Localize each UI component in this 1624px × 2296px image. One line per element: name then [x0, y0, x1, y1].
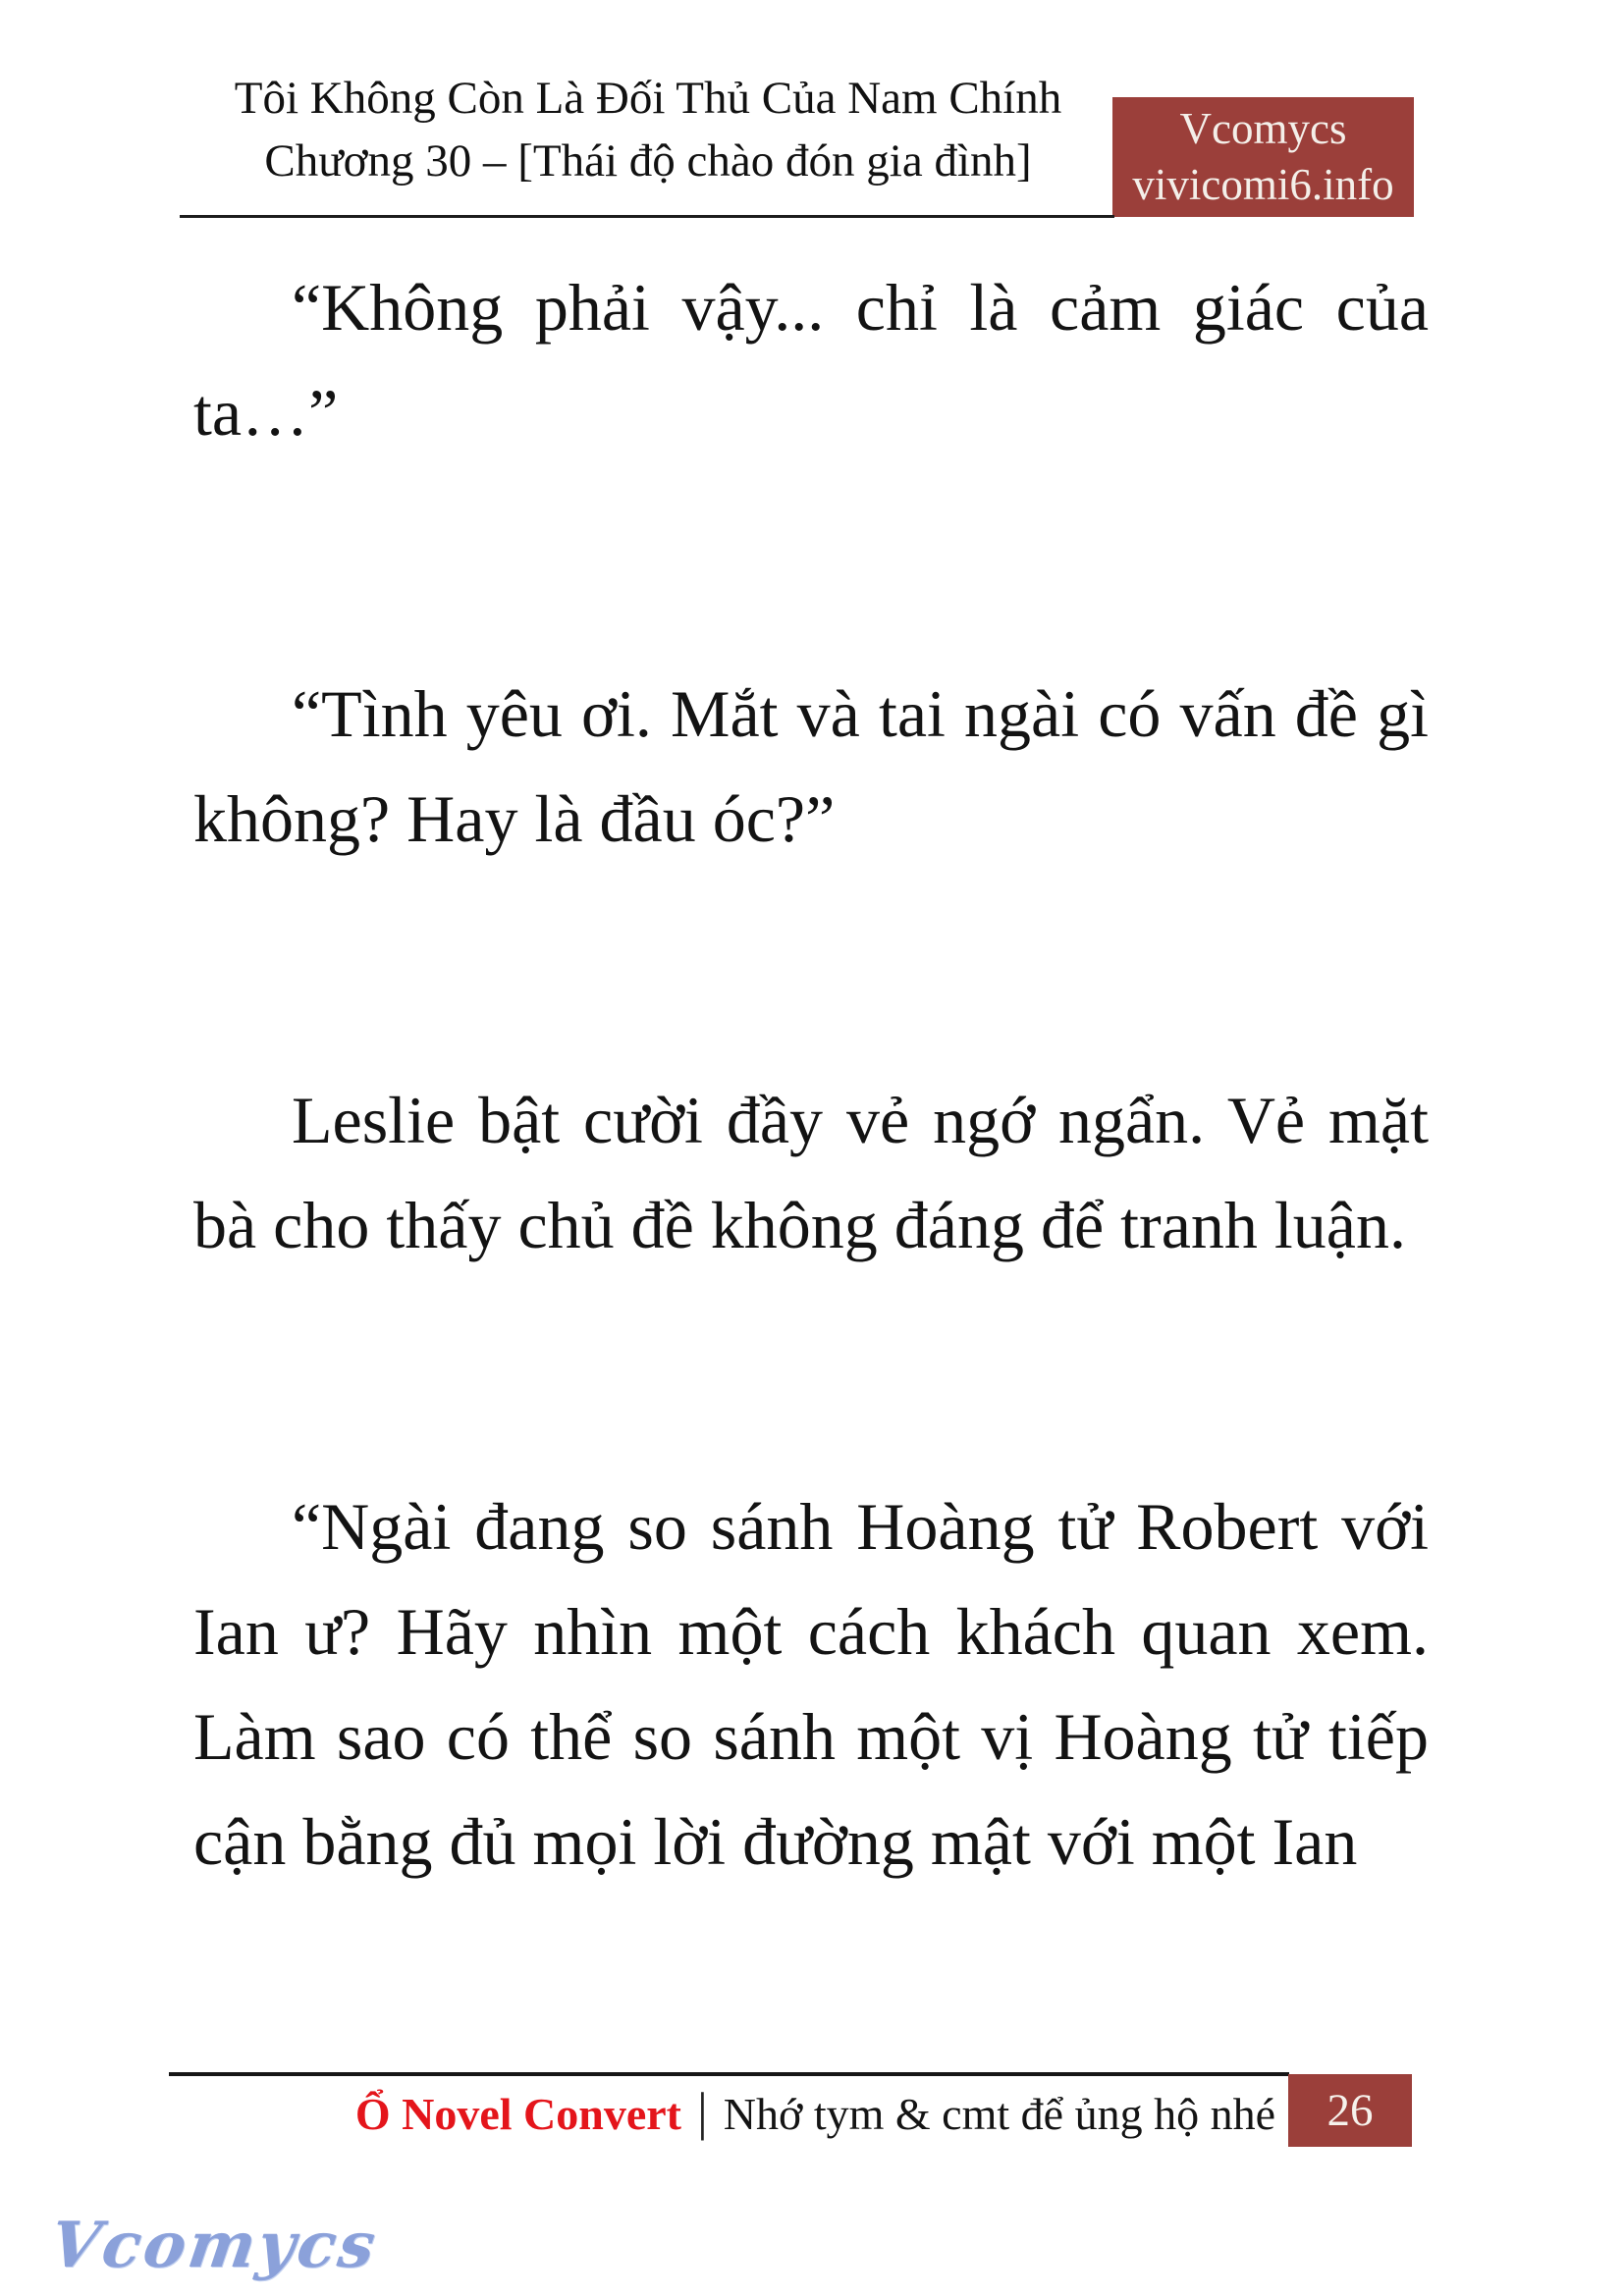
chapter-title: Chương 30 – [Thái độ chào đón gia đình]: [264, 135, 1032, 187]
paragraph: Leslie bật cười đầy vẻ ngớ ngẩn. Vẻ mặt bà cho thấy chủ đề không đáng để tranh luận.: [193, 1083, 1429, 1262]
brand-site: vivicomi6.info: [1132, 160, 1394, 209]
footer-note: Nhớ tym & cmt để ủng hộ nhé: [723, 2088, 1275, 2139]
chapter-body: [193, 255, 1429, 1895]
header-divider: [180, 215, 1114, 218]
brand-name: Vcomycs: [1179, 104, 1347, 153]
page-number-badge: [1288, 2074, 1412, 2147]
translator-brand-box: [1112, 97, 1414, 217]
paragraph: “Ngài đang so sánh Hoàng tử Robert với Ian ư? Hãy nhìn một cách khách quan xem. Làm sao có thể so sánh một vị Hoàng tử tiếp cận bằng đủ mọi lời đường mật với một Ian: [193, 1489, 1429, 1879]
page-header-title: [182, 67, 1114, 192]
footer-separator: |: [696, 2082, 708, 2141]
page-footer: [169, 2076, 1289, 2151]
paragraph: “Không phải vậy... chỉ là cảm giác của ta…”: [193, 270, 1429, 450]
footer-brand: Ổ Novel Convert: [354, 2088, 681, 2139]
vcomycs-watermark-logo: Vcomycs: [45, 2209, 383, 2282]
page-number: 26: [1326, 2085, 1374, 2136]
novel-title: Tôi Không Còn Là Đối Thủ Của Nam Chính: [234, 73, 1062, 124]
paragraph: “Tình yêu ơi. Mắt và tai ngài có vấn đề gì không? Hay là đầu óc?”: [193, 676, 1429, 856]
